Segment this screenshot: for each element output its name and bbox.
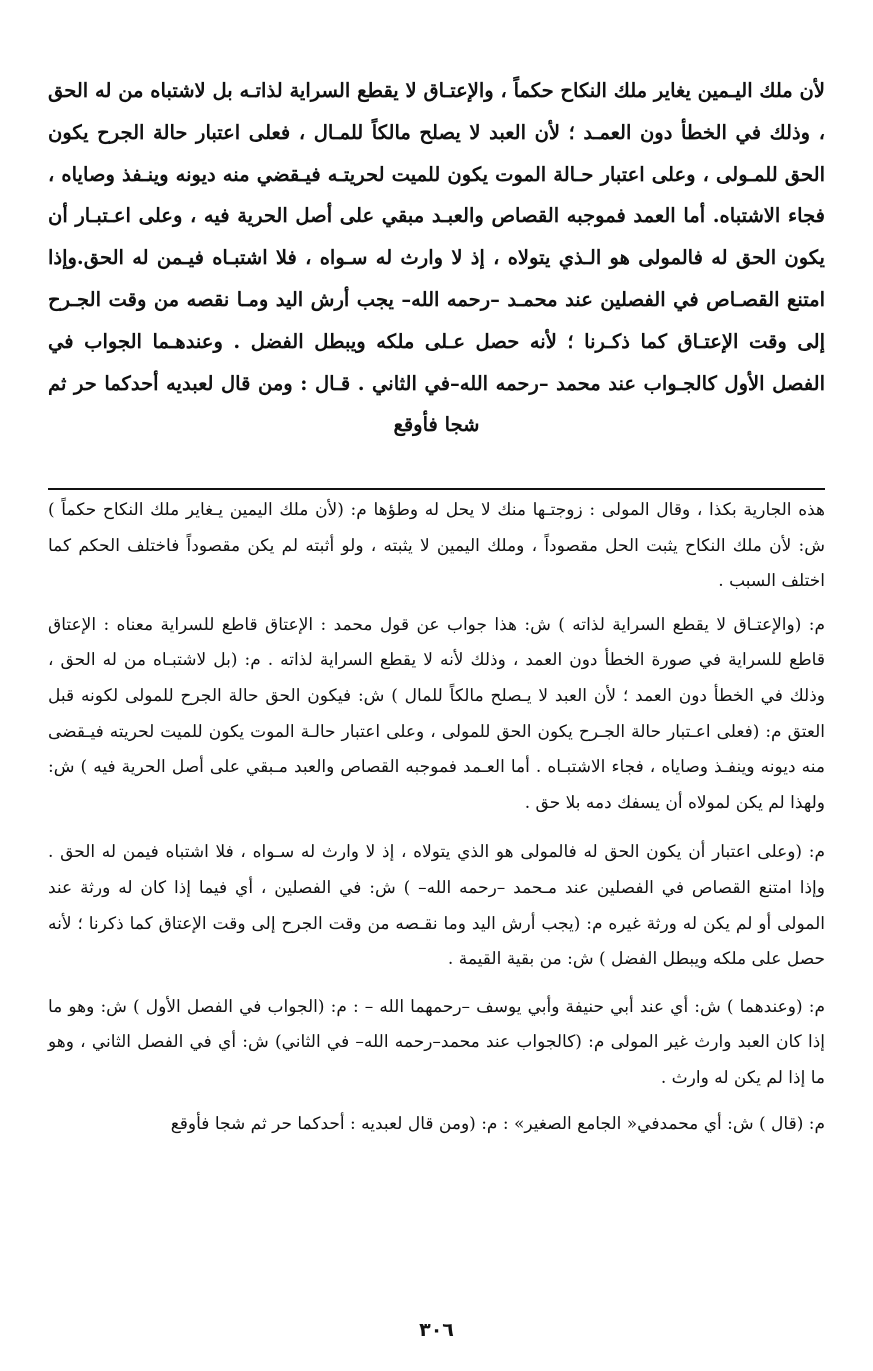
commentary-section — [48, 493, 825, 1152]
commentary-paragraph: هذه الجارية بكذا ، وقال المولى : زوجتـها منك لا يحل له وطؤها م: (لأن ملك اليمين يـغاير ملك النكاح حكماً ) ش: لأن ملك النكاح يثبت الحل مقصوداً ، وملك اليمين لا يثبته ، ولو أثبته لم يكن مقصوداً فاختلف الحكم كما اختلف السبب . — [48, 500, 825, 592]
footnote-divider — [48, 488, 825, 490]
commentary-paragraph: م: (وعندهما ) ش: أي عند أبي حنيفة وأبي يوسف –رحمهما الله – : م: (الجواب في الفصل الأول ) ش: وهو ما إذا كان العبد وارث غير المولى م: (كالجواب عند محمد–رحمه الله– في الثاني) ش: أي في الفصل الثاني ، وهو ما إذا لم يكن له وارث . — [48, 996, 825, 1088]
commentary-paragraph: م: (والإعتـاق لا يقطع السراية لذاته ) ش: هذا جواب عن قول محمد : الإعتاق قاطع للسراية معناه : الإعتاق قاطع للسراية في صورة الخطأ دون العمد ، وذلك لأنه لا يقطع السراية لذاته . م: (بل لاشتبـاه من له الحق ، وذلك في الخطأ دون العمد ؛ لأن العبد لا يـصلح مالكاً للمال ) ش: فيكون الحق حالة الجرح للمولى لكونه قبل العتق م: (فعلى اعـتبار حالة الجـرح يكون الحق للمولى ، وعلى اعتبار حالـة الموت يكون للميت لحريته فيـقضى منه ديونه وينفـذ وصاياه ، فجاء الاشتبـاه . أما العـمد فموجبه القصاص والعبد مـبقي على أصل الحرية فيه ) ش: ولهذا لم يكن لمولاه أن يسفك دمه بلا حق . — [48, 614, 825, 813]
page-number: ٣٠٦ — [419, 1319, 454, 1341]
commentary-paragraph: م: (وعلى اعتبار أن يكون الحق له فالمولى هو الذي يتولاه ، إذ لا وارث له سـواه ، فلا اشتباه فيمن له الحق . وإذا امتنع القصاص في الفصلين عند مـحمد –رحمه الله– ) ش: في الفصلين ، أي فيما إذا كان له ورثة عند المولى أو لم يكن له ورثة غيره م: (يجب أرش اليد وما نقـصه من وقت الجرح إلى وقت الإعتاق كما ذكرنا ؛ لأنه حصل على ملكه ويبطل الفضل ) ش: من بقية القيمة . — [48, 842, 825, 970]
main-text: لأن ملك اليـمين يغاير ملك النكاح حكماً ، والإعتـاق لا يقطع السراية لذاتـه بل لاشتباه من له الحق ، وذلك في الخطأ دون العمـد ؛ لأن العبد لا يصلح مالكاً للمـال ، فعلى اعتبار حالة الجرح يكون الحق للمـولى ، وعلى اعتبار حـالة الموت يكون للميت لحريتـه فيـقضي منه ديونه وينـفذ وصاياه ، فجاء الاشتباه. أما العمد فموجبه القصاص والعبـد مبقي على أصل الحرية فيه ، وعلى اعـتبـار أن يكون الحق له فالمولى هو الـذي يتولاه ، إذ لا وارث له سـواه ، فلا اشتبـاه فيـمن له الحق.وإذا امتنع القصـاص في الفصلين عند محمـد –رحمه الله– يجب أرش اليد ومـا نقصه من وقت الجـرح إلى وقت الإعتـاق كما ذكـرنا ؛ لأنه حصل عـلى ملكه ويبطل الفضل . وعندهـما الجواب في الفصل الأول كالجـواب عند محمد –رحمه الله–في الثاني . قـال : ومن قال لعبديه أحدكما حر ثم شجا فأوقع — [48, 79, 825, 437]
commentary-paragraph: م: (قال ) ش: أي محمدفي« الجامع الصغير» : م: (ومن قال لعبديه : أحدكما حر ثم شجا فأوقع — [170, 1113, 825, 1134]
